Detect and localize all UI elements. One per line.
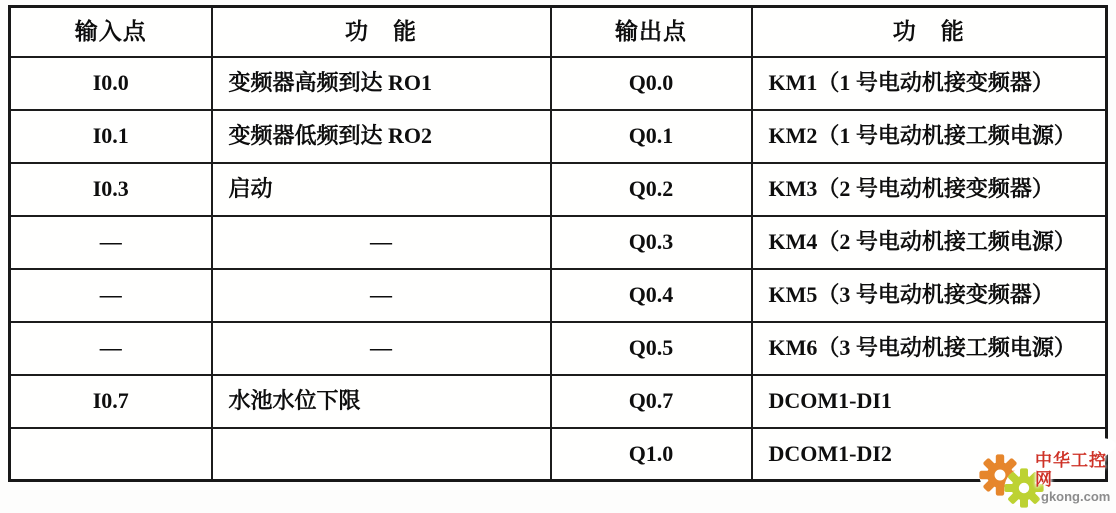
column-header: 输入点 [10, 7, 212, 57]
column-header: 输出点 [551, 7, 752, 57]
table-cell: Q0.1 [551, 110, 752, 163]
table-row [10, 269, 1107, 322]
table-cell: KM4（2 号电动机接工频电源） [752, 216, 1107, 269]
table-row [10, 216, 1107, 269]
table-cell: KM6（3 号电动机接工频电源） [752, 322, 1107, 375]
table-cell: — [212, 216, 551, 269]
table-row [10, 110, 1107, 163]
table-row [10, 57, 1107, 110]
table-cell: 变频器低频到达 RO2 [212, 110, 551, 163]
table-row [10, 375, 1107, 428]
gkong-watermark [979, 444, 1113, 506]
table-cell: — [10, 269, 212, 322]
table-cell: 变频器高频到达 RO1 [212, 57, 551, 110]
header-row [10, 7, 1107, 57]
watermark-text [1035, 451, 1113, 504]
table-cell: — [10, 322, 212, 375]
table-cell: Q0.4 [551, 269, 752, 322]
table-cell: Q0.5 [551, 322, 752, 375]
table-cell: Q1.0 [551, 428, 752, 481]
table-cell: — [212, 322, 551, 375]
table-cell: — [10, 216, 212, 269]
table-cell: I0.0 [10, 57, 212, 110]
table-cell: Q0.7 [551, 375, 752, 428]
table-cell: DCOM1-DI2 [752, 428, 1107, 481]
table-cell: — [212, 269, 551, 322]
table-row [10, 163, 1107, 216]
watermark-site-url: gkong.com [1041, 489, 1111, 504]
table-row [10, 322, 1107, 375]
table-cell: I0.7 [10, 375, 212, 428]
table-cell: Q0.2 [551, 163, 752, 216]
io-assignment-table [8, 5, 1108, 482]
table-cell: KM1（1 号电动机接变频器） [752, 57, 1107, 110]
table-cell: Q0.0 [551, 57, 752, 110]
table-cell: KM5（3 号电动机接变频器） [752, 269, 1107, 322]
table-cell [212, 428, 551, 481]
table-cell: Q0.3 [551, 216, 752, 269]
column-header: 功 能 [752, 7, 1107, 57]
table-body [10, 57, 1107, 481]
watermark-site-name: 中华工控网 [1035, 451, 1107, 489]
table-cell: KM3（2 号电动机接变频器） [752, 163, 1107, 216]
table-row [10, 428, 1107, 481]
table-cell [10, 428, 212, 481]
table-cell: I0.3 [10, 163, 212, 216]
table-cell: DCOM1-DI1 [752, 375, 1107, 428]
table-cell: KM2（1 号电动机接工频电源） [752, 110, 1107, 163]
table-header [10, 7, 1107, 57]
table-cell: I0.1 [10, 110, 212, 163]
table-cell: 水池水位下限 [212, 375, 551, 428]
column-header: 功 能 [212, 7, 551, 57]
table-cell: 启动 [212, 163, 551, 216]
